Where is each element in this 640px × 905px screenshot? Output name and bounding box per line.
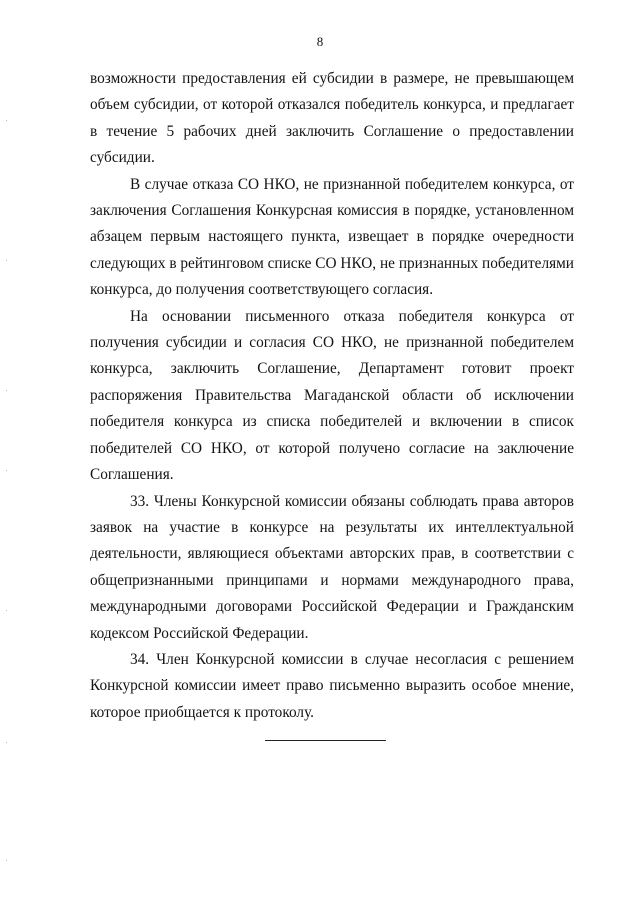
scan-speck xyxy=(6,860,7,861)
scan-margin-artifacts xyxy=(6,0,8,905)
scan-speck xyxy=(6,610,7,611)
paragraph-written-refusal: На основании письменного отказа победителя конкурса от получения субсидии и согласия СО НКО, не признанной победителем конкурса, заключить Соглашение, Департамент готовит проект распоряжения Правительства Магаданской области об исключении победителя конкурса из списка победителей и включении в список победителей СО НКО, от которой получено согласие на заключение Соглашения. xyxy=(90,307,574,484)
document-body xyxy=(90,66,574,726)
scan-speck xyxy=(6,470,7,471)
paragraph-refusal: В случае отказа СО НКО, не признанной победителем конкурса, от заключения Соглашения Конкурсная комиссия в порядке, установленном абзацем первым настоящего пункта, извещает в порядке очередности следующих в рейтинговом списке СО НКО, не признанных победителями конкурса, до получения соответствующего согласия. xyxy=(90,175,574,299)
paragraph-continuation: возможности предоставления ей субсидии в размере, не превышающем объем субсидии, от которой отказался победитель конкурса, и предлагает в течение 5 рабочих дней заключить Соглашение о предоставлении субсидии. xyxy=(90,70,574,167)
paragraph-item-33: 33. Члены Конкурсной комиссии обязаны соблюдать права авторов заявок на участие в конкурсе на результаты их интеллектуальной деятельности, являющиеся объектами авторских прав, в соответствии с общепризнанными принципами и нормами международного права, международными договорами Российской Федерации и Гражданским кодексом Российской Федерации. xyxy=(90,492,574,642)
scan-speck xyxy=(6,120,7,121)
scan-speck xyxy=(6,260,7,261)
paragraph-item-34: 34. Член Конкурсной комиссии в случае несогласия с решением Конкурсной комиссии имеет право письменно выразить особое мнение, которое приобщается к протоколу. xyxy=(90,650,574,721)
end-of-document-rule xyxy=(265,740,386,741)
scan-speck xyxy=(6,390,7,391)
page-number: 8 xyxy=(316,34,324,49)
scan-speck xyxy=(6,742,7,743)
